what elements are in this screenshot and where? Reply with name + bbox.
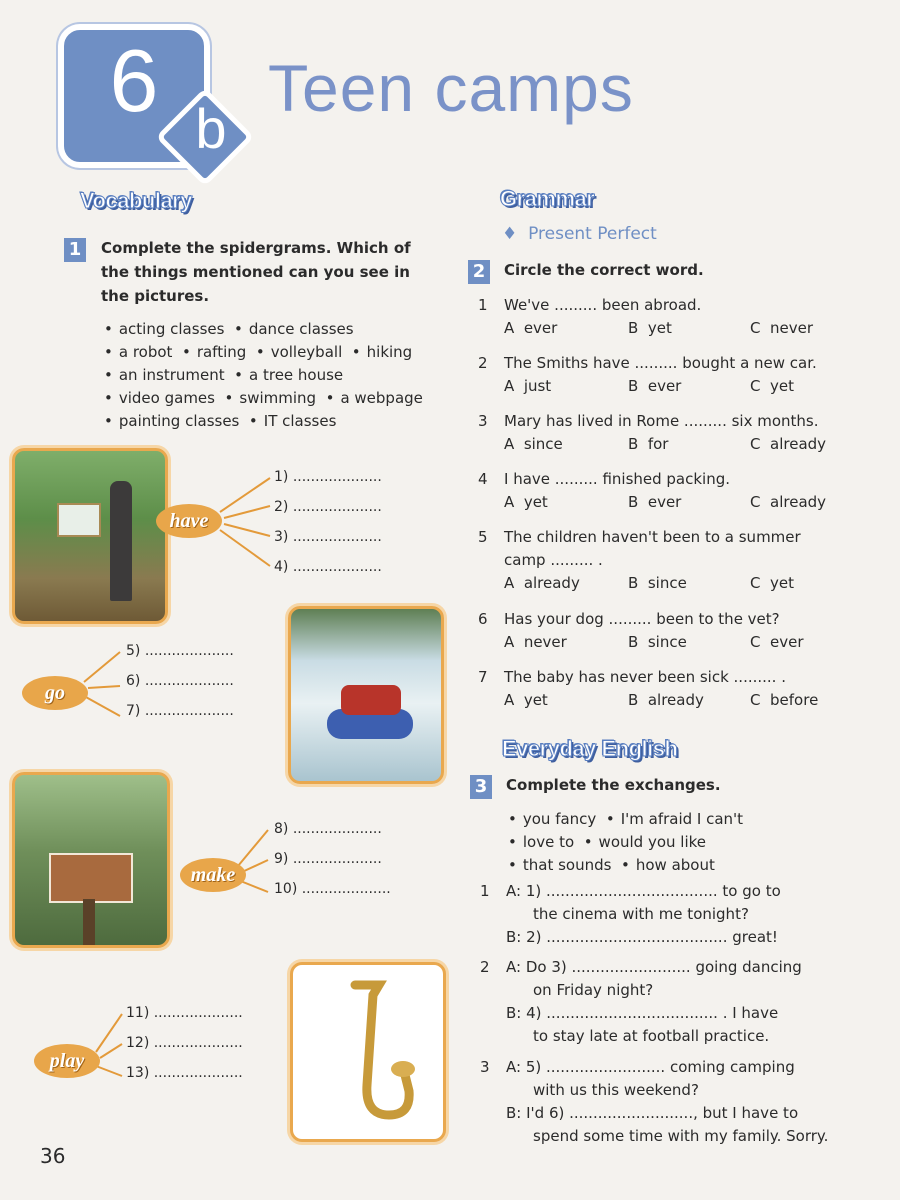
go-blanks <box>126 636 234 726</box>
option-label: C <box>750 633 761 651</box>
option-label: C <box>750 493 761 511</box>
exchange-number: 3 <box>480 1058 490 1076</box>
rafters <box>341 685 401 715</box>
blank: 1) .................... <box>274 469 382 485</box>
option[interactable]: already <box>770 435 827 453</box>
blank: 7) .................... <box>126 703 234 719</box>
option-label: A <box>504 319 515 337</box>
option-label: A <box>504 377 515 395</box>
phrase: • that sounds <box>508 856 611 874</box>
word: • a webpage <box>326 389 423 407</box>
unit-letter: b <box>195 97 227 160</box>
unit-number: 6 <box>109 31 159 130</box>
blank: 8) .................... <box>274 821 382 837</box>
word: • volleyball <box>256 343 342 361</box>
exchange-line: on Friday night? <box>533 981 654 999</box>
blank: 4) .................... <box>274 559 382 575</box>
option-label: A <box>504 574 515 592</box>
option[interactable]: already <box>523 574 580 592</box>
subheading-text: Present Perfect <box>528 224 657 244</box>
option[interactable]: yet <box>647 319 672 337</box>
option[interactable]: since <box>523 435 563 453</box>
verb-have: have <box>156 504 222 538</box>
grammar-question-list <box>478 294 832 724</box>
option-label: A <box>504 633 515 651</box>
option[interactable]: already <box>770 493 827 511</box>
question-number: 5 <box>478 528 488 546</box>
vocabulary-heading: Vocabulary <box>80 188 192 213</box>
option-label: B <box>628 377 639 395</box>
blank: 9) .................... <box>274 851 382 867</box>
exercise-1-instruction: Complete the spidergrams. Which of the things mentioned can you see in the pictures. <box>101 239 411 305</box>
question <box>478 410 832 468</box>
exchange-line: B: I'd 6) .........................., but I have to <box>506 1104 799 1122</box>
word: • a tree house <box>234 366 343 384</box>
question <box>478 526 832 608</box>
question <box>478 666 832 724</box>
verb-play: play <box>34 1044 100 1078</box>
blank: 5) .................... <box>126 643 234 659</box>
word: • swimming <box>225 389 317 407</box>
exchange-line: B: 4) .................................... . I have <box>506 1004 779 1022</box>
option-label: B <box>628 435 639 453</box>
exchange-line: the cinema with me tonight? <box>533 905 749 923</box>
question <box>478 352 832 410</box>
page-title: Teen camps <box>268 51 634 125</box>
option[interactable]: yet <box>770 377 795 395</box>
phrase: • would you like <box>584 833 706 851</box>
word: • painting classes <box>104 412 239 430</box>
question <box>478 468 832 526</box>
option[interactable]: ever <box>770 633 804 651</box>
rafting-photo <box>288 606 444 784</box>
question-text: We've ......... been abroad. <box>504 296 702 314</box>
blank: 12) .................... <box>126 1035 243 1051</box>
option[interactable]: for <box>647 435 669 453</box>
question-text: Has your dog ......... been to the vet? <box>504 610 780 628</box>
exchange-line: to stay late at football practice. <box>533 1027 770 1045</box>
word: • IT classes <box>249 412 337 430</box>
exchange-line: with us this weekend? <box>533 1081 699 1099</box>
exchange <box>480 1056 840 1156</box>
option-label: C <box>750 435 761 453</box>
have-blanks <box>274 462 382 582</box>
question-number: 1 <box>478 296 488 314</box>
option-label: A <box>504 435 515 453</box>
option-label: C <box>750 691 761 709</box>
tree-house <box>49 853 133 903</box>
phrase: • how about <box>621 856 715 874</box>
word: • hiking <box>352 343 412 361</box>
present-perfect-subheading: ♦ Present Perfect <box>502 224 657 244</box>
exercise-2-instruction: Circle the correct word. <box>504 261 704 279</box>
option-label: A <box>504 493 515 511</box>
option-label: B <box>628 319 639 337</box>
blank: 6) .................... <box>126 673 234 689</box>
option[interactable]: yet <box>770 574 795 592</box>
option-label: C <box>750 377 761 395</box>
option[interactable]: never <box>770 319 814 337</box>
make-blanks <box>274 814 391 904</box>
option[interactable]: yet <box>523 493 548 511</box>
exchange-line: B: 2) ...................................... great! <box>506 928 778 946</box>
option-label: A <box>504 691 515 709</box>
option[interactable]: ever <box>647 377 682 395</box>
exchange-line: A: 1) .................................... to go to <box>506 882 781 900</box>
option[interactable]: never <box>523 633 567 651</box>
page-number: 36 <box>40 1144 66 1168</box>
exchange-number: 1 <box>480 882 490 900</box>
question-number: 3 <box>478 412 488 430</box>
word: • dance classes <box>234 320 354 338</box>
exercise-2-number: 2 <box>468 260 490 284</box>
question-number: 7 <box>478 668 488 686</box>
option-label: B <box>628 633 639 651</box>
exchange-number: 2 <box>480 958 490 976</box>
exchange-line: A: Do 3) ......................... going dancing <box>506 958 802 976</box>
word: • a robot <box>104 343 172 361</box>
question-text: The baby has never been sick ......... . <box>504 668 786 686</box>
question-text: Mary has lived in Rome ......... six months. <box>504 412 819 430</box>
exercise-3-instruction: Complete the exchanges. <box>506 776 721 794</box>
exchange-line: A: 5) ......................... coming camping <box>506 1058 795 1076</box>
question-text: camp ......... . <box>504 551 603 569</box>
question-text: I have ......... finished packing. <box>504 470 731 488</box>
option[interactable]: ever <box>523 319 558 337</box>
saxophone-icon <box>293 965 443 1139</box>
phrase: • love to <box>508 833 574 851</box>
exercise-3-number: 3 <box>470 775 492 799</box>
blank: 13) .................... <box>126 1065 243 1081</box>
option-label: B <box>628 574 639 592</box>
exchange-line: spend some time with my family. Sorry. <box>533 1127 829 1145</box>
exercise-1-number: 1 <box>64 238 86 262</box>
question-text: The children haven't been to a summer <box>504 528 801 546</box>
question-text: The Smiths have ......... bought a new car. <box>504 354 817 372</box>
question <box>478 608 832 666</box>
option[interactable]: since <box>647 633 687 651</box>
word: • acting classes <box>104 320 224 338</box>
play-blanks <box>126 998 243 1088</box>
blank: 2) .................... <box>274 499 382 515</box>
tree-house-photo <box>12 772 170 948</box>
everyday-english-heading: Everyday English <box>502 736 678 761</box>
option[interactable]: yet <box>523 691 548 709</box>
word: • rafting <box>182 343 246 361</box>
option-label: B <box>628 691 639 709</box>
verb-go: go <box>22 676 88 710</box>
option[interactable]: already <box>647 691 704 709</box>
option-label: B <box>628 493 639 511</box>
exchange <box>480 956 840 1056</box>
question <box>478 294 832 352</box>
exchange-list <box>480 880 840 1156</box>
exchange <box>480 880 840 956</box>
word: • an instrument <box>104 366 225 384</box>
question-number: 2 <box>478 354 488 372</box>
word: • video games <box>104 389 215 407</box>
option-label: C <box>750 319 761 337</box>
phrase-list <box>508 808 743 877</box>
question-number: 4 <box>478 470 488 488</box>
option-label: C <box>750 574 761 592</box>
saxophone-photo <box>290 962 446 1142</box>
blank: 3) .................... <box>274 529 382 545</box>
option[interactable]: since <box>647 574 687 592</box>
tree-trunk <box>83 899 95 945</box>
option[interactable]: just <box>523 377 552 395</box>
phrase: • you fancy <box>508 810 596 828</box>
option[interactable]: ever <box>647 493 682 511</box>
phrase: • I'm afraid I can't <box>606 810 743 828</box>
grammar-heading: Grammar <box>500 186 595 211</box>
question-number: 6 <box>478 610 488 628</box>
option[interactable]: before <box>770 691 819 709</box>
verb-make: make <box>180 858 246 892</box>
blank: 11) .................... <box>126 1005 243 1021</box>
blank: 10) .................... <box>274 881 391 897</box>
